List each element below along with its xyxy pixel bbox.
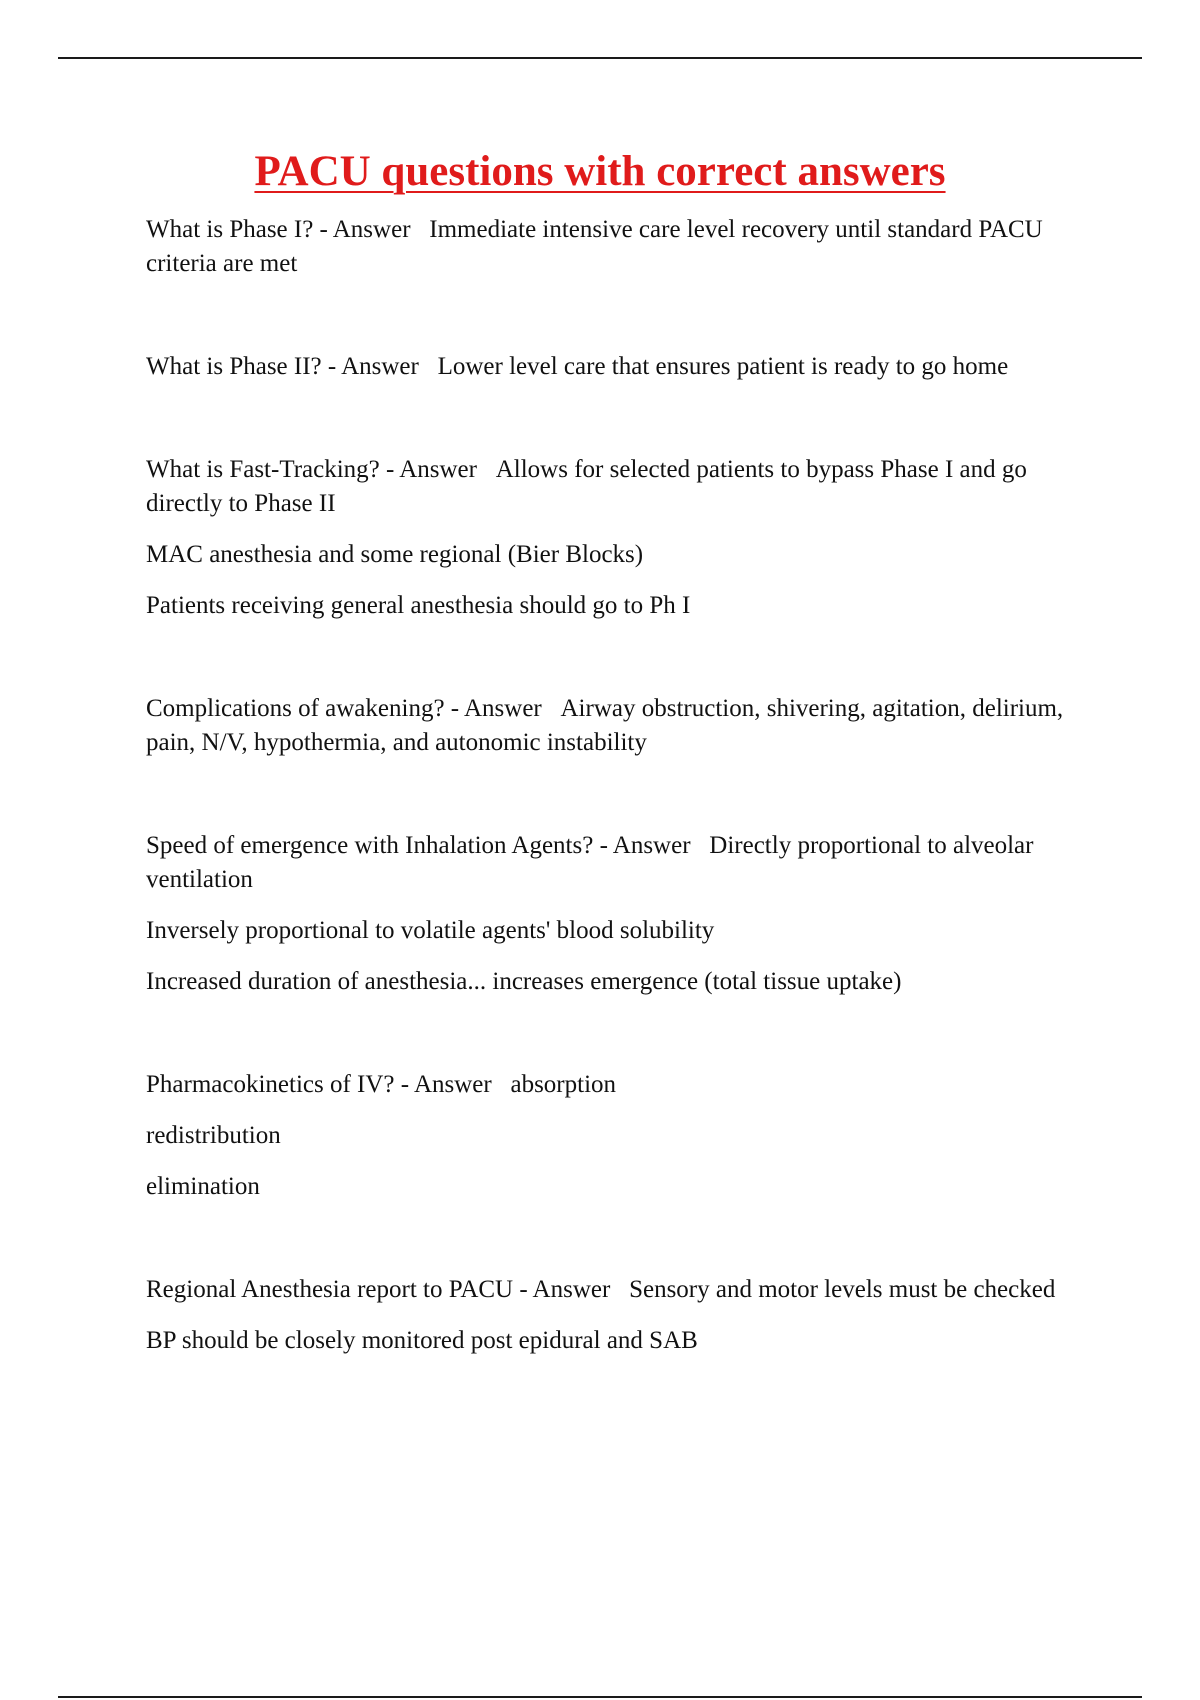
question-text: What is Fast-Tracking? - Answer [146, 456, 477, 483]
answer-extra-line: elimination [146, 1173, 260, 1200]
qa-item [146, 829, 1086, 999]
question-text: What is Phase II? - Answer [146, 353, 419, 380]
question-text: Complications of awakening? - Answer [146, 695, 542, 722]
answer-text: Immediate intensive care level recovery until standard PACU criteria are met [146, 216, 1049, 277]
qa-list [146, 213, 1086, 1358]
qa-item [146, 692, 1086, 760]
answer-extra-line: Inversely proportional to volatile agents' blood solubility [146, 917, 715, 944]
qa-item [146, 1068, 1086, 1204]
question-text: Pharmacokinetics of IV? - Answer [146, 1071, 492, 1098]
answer-text: Airway obstruction, shivering, agitation, delirium, pain, N/V, hypothermia, and autonomic instability [146, 695, 1070, 756]
answer-text: Allows for selected patients to bypass Phase I and go directly to Phase II [146, 456, 1034, 517]
footer-rule [58, 1696, 1142, 1698]
answer-extra-line: Increased duration of anesthesia... increases emergence (total tissue uptake) [146, 968, 902, 995]
qa-item [146, 453, 1086, 623]
header-rule [58, 57, 1142, 59]
answer-text: Directly proportional to alveolar ventilation [146, 832, 1040, 893]
qa-line [146, 1273, 1086, 1307]
qa-item [146, 1273, 1086, 1358]
question-text: What is Phase I? - Answer [146, 216, 411, 243]
qa-item [146, 213, 1086, 281]
question-text: Regional Anesthesia report to PACU - Answer [146, 1276, 611, 1303]
answer-text: absorption [510, 1071, 617, 1098]
qa-line [146, 350, 1086, 384]
answer-extra-line: redistribution [146, 1122, 281, 1149]
answer-extra-line: MAC anesthesia and some regional (Bier Blocks) [146, 541, 644, 568]
qa-line [146, 692, 1086, 760]
qa-line [146, 453, 1086, 521]
answer-extra-line: Patients receiving general anesthesia should go to Ph I [146, 592, 691, 619]
answer-extra-line: BP should be closely monitored post epidural and SAB [146, 1327, 698, 1354]
page-title: PACU questions with correct answers [254, 148, 946, 195]
qa-line [146, 213, 1086, 281]
qa-line [146, 1068, 1086, 1102]
answer-text: Sensory and motor levels must be checked [629, 1276, 1056, 1303]
question-text: Speed of emergence with Inhalation Agents? - Answer [146, 832, 691, 859]
qa-item [146, 350, 1086, 384]
answer-text: Lower level care that ensures patient is ready to go home [437, 353, 1009, 380]
qa-line [146, 829, 1086, 897]
